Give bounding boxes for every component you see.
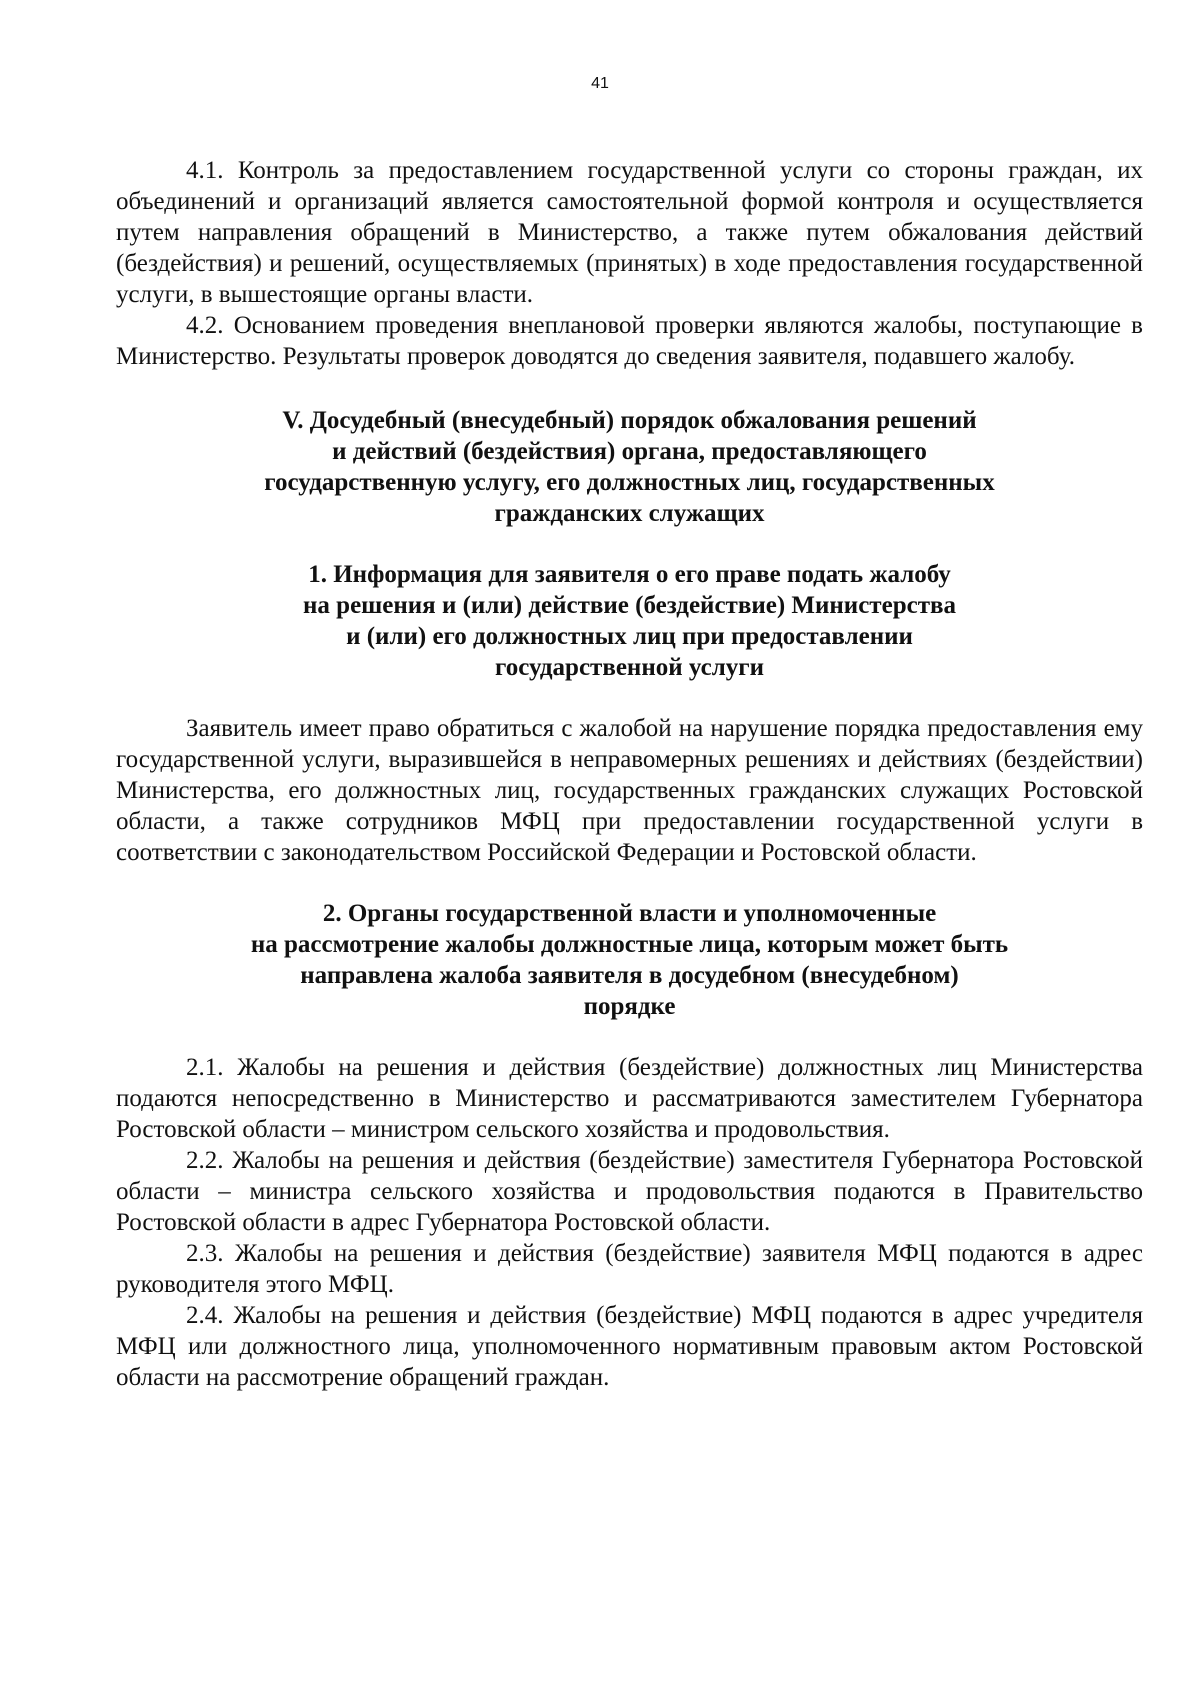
subsection-1-heading xyxy=(116,559,1143,683)
spacer xyxy=(116,1022,1143,1052)
heading-line: 2. Органы государственной власти и уполномоченные xyxy=(322,900,937,927)
heading-line: и (или) его должностных лиц при предоставлении xyxy=(346,623,913,650)
heading-line: государственную услугу, его должностных лиц, государственных xyxy=(264,469,995,496)
heading-line: на рассмотрение жалобы должностные лица, которым может быть xyxy=(250,931,1009,958)
heading-line: порядке xyxy=(583,993,676,1020)
paragraph-2-3: 2.3. Жалобы на решения и действия (бездействие) заявителя МФЦ подаются в адрес руководителя этого МФЦ. xyxy=(116,1240,1143,1298)
spacer xyxy=(116,372,1143,405)
heading-line: гражданских служащих xyxy=(494,500,765,527)
paragraph-2-4: 2.4. Жалобы на решения и действия (бездействие) МФЦ подаются в адрес учредителя МФЦ или должностного лица, уполномоченного нормативным правовым актом Ростовской области на рассмотрение обращений граждан. xyxy=(116,1302,1143,1391)
page-number: 41 xyxy=(591,75,609,92)
heading-line: на решения и (или) действие (бездействие) Министерства xyxy=(303,592,956,619)
section-v-heading xyxy=(116,405,1143,529)
heading-line: и действий (бездействия) органа, предоставляющего xyxy=(332,438,927,465)
paragraph-2-1: 2.1. Жалобы на решения и действия (бездействие) должностных лиц Министерства подаются непосредственно в Министерство и рассматриваются заместителем Губернатора Ростовской области – министром сельского хозяйства и продовольствия. xyxy=(116,1054,1143,1143)
spacer xyxy=(116,683,1143,713)
page-content xyxy=(116,155,1143,1393)
spacer xyxy=(116,868,1143,898)
spacer xyxy=(116,529,1143,559)
paragraph-4-2: 4.2. Основанием проведения внеплановой проверки являются жалобы, поступающие в Министерство. Результаты проверок доводятся до сведения заявителя, подавшего жалобу. xyxy=(116,312,1143,370)
heading-line: 1. Информация для заявителя о его праве подать жалобу xyxy=(308,561,951,588)
heading-line: V. Досудебный (внесудебный) порядок обжалования решений xyxy=(282,407,977,434)
subsection-2-heading xyxy=(116,898,1143,1022)
subsection-1-paragraph: Заявитель имеет право обратиться с жалобой на нарушение порядка предоставления ему государственной услуги, выразившейся в неправомерных решениях и действиях (бездействии) Министерства, его должностных лиц, государственных гражданских служащих Ростовской области, а также сотрудников МФЦ при предоставлении государственной услуги в соответствии с законодательством Российской Федерации и Ростовской области. xyxy=(116,715,1143,866)
heading-line: государственной услуги xyxy=(494,654,765,681)
heading-line: направлена жалоба заявителя в досудебном (внесудебном) xyxy=(300,962,959,989)
paragraph-4-1: 4.1. Контроль за предоставлением государственной услуги со стороны граждан, их объединений и организаций является самостоятельной формой контроля и осуществляется путем направления обращений в Министерство, а также путем обжалования действий (бездействия) и решений, осуществляемых (принятых) в ходе предоставления государственной услуги, в вышестоящие органы власти. xyxy=(116,157,1143,308)
paragraph-2-2: 2.2. Жалобы на решения и действия (бездействие) заместителя Губернатора Ростовской области – министра сельского хозяйства и продовольствия подаются в Правительство Ростовской области в адрес Губернатора Ростовской области. xyxy=(116,1147,1143,1236)
